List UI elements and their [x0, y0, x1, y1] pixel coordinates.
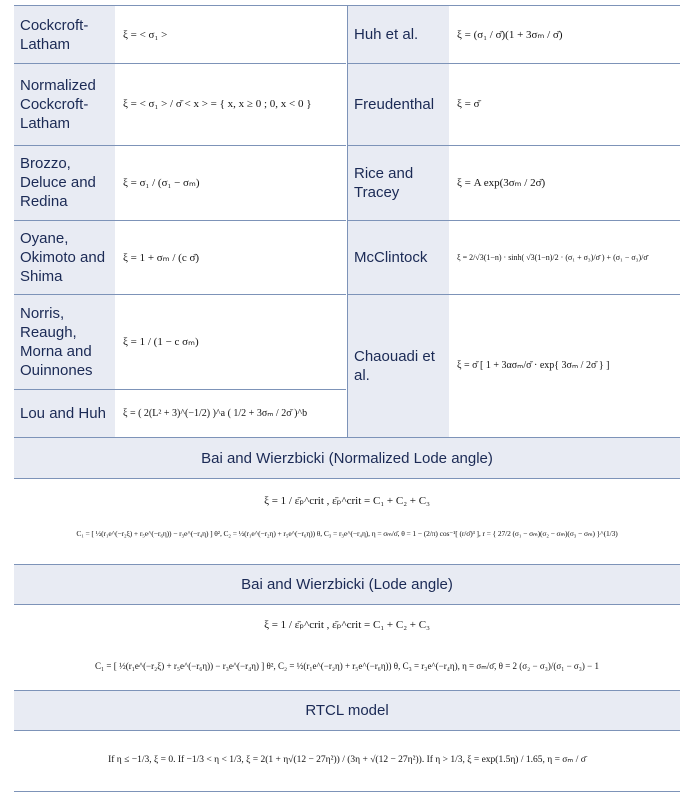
damage-models-table: [14, 5, 680, 792]
row-divider: [14, 730, 680, 731]
model-name-cockcroft-latham: Cockcroft-Latham: [14, 6, 115, 63]
model-name-brozzo: Brozzo, Deluce and Redina: [14, 145, 115, 220]
formula-freudenthal: ξ = σ̄: [457, 98, 480, 110]
column-divider: [347, 6, 348, 437]
row-divider: [14, 220, 346, 221]
formula-chaouadi: ξ = σ̄ [ 1 + 3ασₘ/σ̄ · exp{ 3σₘ / 2σ̄ } ]: [457, 360, 610, 371]
model-name-mcclintock: McClintock: [348, 220, 449, 294]
model-name-norris: Norris, Reaugh, Morna and Ouinnones: [14, 294, 115, 389]
model-name-freudenthal: Freudenthal: [348, 63, 449, 145]
row-divider: [348, 220, 680, 221]
formula-normalized-cockcroft-latham: ξ = < σ₁ > / σ̄ < x > = { x, x ≥ 0 ; 0, x < 0 }: [123, 98, 312, 110]
row-divider: [14, 294, 346, 295]
formula-mcclintock: ξ = 2/√3(1−n) · sinh( √3(1−n)/2 · (σ₁ + σ₃)/σ̄ ) + (σ₁ − σ₃)/σ̄: [457, 252, 648, 262]
model-name-lou-huh: Lou and Huh: [14, 389, 115, 437]
formula-lou-huh: ξ = ( 2(L² + 3)^(−1/2) )^a ( 1/2 + 3σₘ / 2σ̄ )^b: [123, 407, 308, 419]
row-divider: [348, 294, 680, 295]
model-name-oyane: Oyane, Okimoto and Shima: [14, 220, 115, 294]
formula-norris: ξ = 1 / (1 − c σₘ): [123, 336, 199, 348]
row-divider: [14, 63, 346, 64]
row-divider: [14, 389, 346, 390]
formula-huh-et-al: ξ = (σ₁ / σ̄)(1 + 3σₘ / σ̄): [457, 29, 563, 41]
section-title-bai-lode: Bai and Wierzbicki (Lode angle): [14, 565, 680, 604]
formula-rtcl: If η ≤ −1/3, ξ = 0. If −1/3 < η < 1/3, ξ = 2(1 + η√(12 − 27η²)) / (3η + √(12 − 27η²)). If η > 1/3, ξ = exp(1.5η) / 1.65, η = σₘ / σ̄: [108, 755, 586, 765]
model-name-chaouadi: Chaouadi et al.: [348, 294, 449, 437]
row-divider: [348, 63, 680, 64]
formula-bai-normalized-line2: C₁ = [ ½(r₁e^(−r₂ξ) + r₅e^(−r₆η)) − r₃e^(−r₄η) ] θ², C₂ = ½(r₁e^(−r₂η) + r₅e^(−r₆η)) θ, C₃ = r₃e^(−r₄η), η = σₘ/σ̄, θ = 1 − (2/π) cos⁻¹[ (r/σ̄)³ ], r = { 27/2 (σ₁ − σₘ)(σ₂ − σₘ)(σ₃ − σₘ) }^(1/3): [76, 529, 618, 538]
row-divider: [14, 478, 680, 479]
row-divider: [348, 145, 680, 146]
formula-bai-lode-line2: C₁ = [ ½(r₁e^(−r₂ξ) + r₅e^(−r₆η)) − r₃e^(−r₄η) ] θ², C₂ = ½(r₁e^(−r₂η) + r₅e^(−r₆η)) θ, C₃ = r₃e^(−r₄η), η = σₘ/σ̄, θ = 2 (σ₂ − σ₃)/(σ₁ − σ₃) − 1: [95, 661, 599, 671]
formula-brozzo: ξ = σ₁ / (σ₁ − σₘ): [123, 177, 200, 189]
formula-oyane: ξ = 1 + σₘ / (c σ̄): [123, 251, 200, 264]
row-divider: [14, 145, 346, 146]
formula-bai-lode-line1: ξ = 1 / ε̄ₚ^crit , ε̄ₚ^crit = C₁ + C₂ + C₃: [264, 619, 430, 631]
model-name-rice-tracey: Rice and Tracey: [348, 145, 449, 220]
formula-rice-tracey: ξ = A exp(3σₘ / 2σ̄): [457, 177, 546, 189]
formula-cockcroft-latham: ξ = < σ₁ >: [123, 28, 168, 41]
row-divider: [14, 604, 680, 605]
section-title-bai-normalized: Bai and Wierzbicki (Normalized Lode angle): [14, 438, 680, 478]
model-name-huh-et-al: Huh et al.: [348, 6, 449, 63]
formula-bai-normalized-line1: ξ = 1 / ε̄ₚ^crit , ε̄ₚ^crit = C₁ + C₂ + C₃: [264, 495, 430, 507]
section-title-rtcl: RTCL model: [14, 691, 680, 730]
model-name-normalized-cockcroft-latham: Normalized Cockcroft-Latham: [14, 63, 115, 145]
